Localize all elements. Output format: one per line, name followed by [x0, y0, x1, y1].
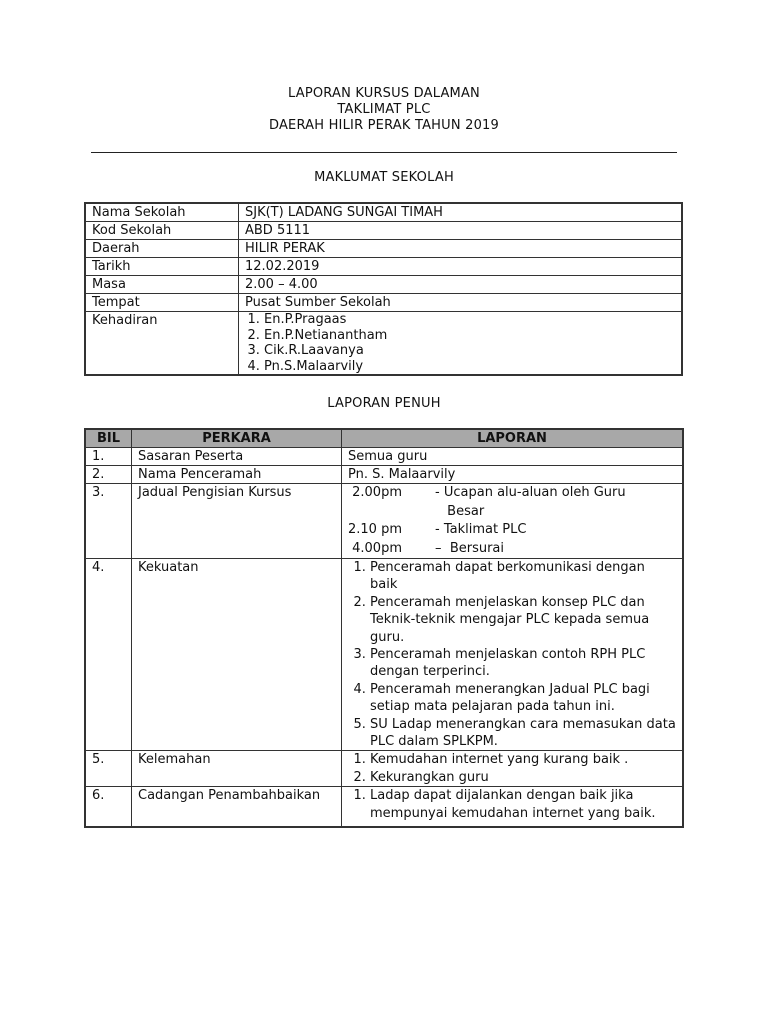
- table-row: [85, 448, 683, 466]
- table-row: [85, 751, 683, 787]
- row-number: 5.: [85, 751, 132, 787]
- row-report: Pn. S. Malaarvily: [342, 466, 684, 484]
- row-number: 3.: [85, 484, 132, 559]
- report-title-line-1: LAPORAN KURSUS DALAMAN: [288, 86, 480, 101]
- row-item: Jadual Pengisian Kursus: [132, 484, 342, 559]
- info-section-heading: MAKLUMAT SEKOLAH: [314, 170, 454, 185]
- row-item: Kelemahan: [132, 751, 342, 787]
- list-item: 4. Pn.S.Malaarvily: [264, 359, 675, 375]
- title-divider: [91, 152, 677, 153]
- row-item: Kekuatan: [132, 559, 342, 751]
- info-value: ABD 5111: [239, 222, 683, 240]
- suggestions-list: [348, 787, 676, 822]
- row-report: Semua guru: [342, 448, 684, 466]
- schedule-line: 2.00pm - Ucapan alu-aluan oleh Guru: [348, 485, 626, 500]
- row-number: 6.: [85, 787, 132, 827]
- info-value: Pusat Sumber Sekolah: [239, 294, 683, 312]
- info-value: 2.00 – 4.00: [239, 276, 683, 294]
- list-item: 2. Penceramah menjelaskan konsep PLC dan Teknik-teknik mengajar PLC kepada semua guru.: [370, 594, 676, 646]
- info-label: Tempat: [85, 294, 239, 312]
- info-value: 12.02.2019: [239, 258, 683, 276]
- row-report: [342, 559, 684, 751]
- column-header-perkara: PERKARA: [132, 429, 342, 448]
- table-row: [85, 276, 682, 294]
- list-item: 3. Penceramah menjelaskan contoh RPH PLC dengan terperinci.: [370, 646, 676, 681]
- list-item: 1. Ladap dapat dijalankan dengan baik jika mempunyai kemudahan internet yang baik.: [370, 787, 676, 822]
- row-item: Cadangan Penambahbaikan: [132, 787, 342, 827]
- attendance-list: [245, 312, 675, 374]
- table-row: [85, 312, 682, 376]
- info-value: SJK(T) LADANG SUNGAI TIMAH: [239, 203, 683, 222]
- list-item: 2. Kekurangkan guru: [370, 769, 676, 786]
- list-item: 3. Cik.R.Laavanya: [264, 343, 675, 359]
- info-label: Daerah: [85, 240, 239, 258]
- weaknesses-list: [348, 751, 676, 786]
- list-item: 1. Kemudahan internet yang kurang baik .: [370, 751, 676, 768]
- school-info-table: [84, 202, 683, 376]
- table-row: [85, 787, 683, 827]
- table-row: [85, 222, 682, 240]
- table-row: [85, 466, 683, 484]
- info-label: Masa: [85, 276, 239, 294]
- table-row: [85, 484, 683, 559]
- row-report: [342, 751, 684, 787]
- attendance-cell: [239, 312, 683, 376]
- list-item: 5. SU Ladap menerangkan cara memasukan data PLC dalam SPLKPM.: [370, 716, 676, 751]
- schedule-line: 4.00pm – Bersurai: [348, 540, 505, 556]
- report-title-line-2: TAKLIMAT PLC: [337, 102, 431, 117]
- info-label: Tarikh: [85, 258, 239, 276]
- row-item: Nama Penceramah: [132, 466, 342, 484]
- column-header-bil: BIL: [85, 429, 132, 448]
- report-title-line-3: DAERAH HILIR PERAK TAHUN 2019: [268, 118, 499, 133]
- table-header-row: [85, 429, 683, 448]
- info-value: HILIR PERAK: [239, 240, 683, 258]
- info-label: Kehadiran: [85, 312, 239, 376]
- strengths-list: [348, 559, 676, 750]
- row-number: 2.: [85, 466, 132, 484]
- schedule-cell: [342, 484, 684, 559]
- row-number: 1.: [85, 448, 132, 466]
- table-row: [85, 203, 682, 222]
- table-row: [85, 258, 682, 276]
- info-label: Kod Sekolah: [85, 222, 239, 240]
- row-item: Sasaran Peserta: [132, 448, 342, 466]
- full-report-table: [84, 428, 684, 828]
- table-row: [85, 559, 683, 751]
- row-report: [342, 787, 684, 827]
- table-row: [85, 240, 682, 258]
- table-row: [85, 294, 682, 312]
- info-label: Nama Sekolah: [85, 203, 239, 222]
- list-item: 1. Penceramah dapat berkomunikasi dengan baik: [370, 559, 676, 594]
- row-number: 4.: [85, 559, 132, 751]
- schedule-line: 2.10 pm - Taklimat PLC: [348, 522, 527, 537]
- schedule-line: Besar: [348, 503, 485, 519]
- list-item: 2. En.P.Netianantham: [264, 328, 675, 344]
- column-header-laporan: LAPORAN: [342, 429, 684, 448]
- report-section-heading: LAPORAN PENUH: [327, 396, 441, 411]
- list-item: 4. Penceramah menerangkan Jadual PLC bagi setiap mata pelajaran pada tahun ini.: [370, 681, 676, 716]
- list-item: 1. En.P.Pragaas: [264, 312, 675, 328]
